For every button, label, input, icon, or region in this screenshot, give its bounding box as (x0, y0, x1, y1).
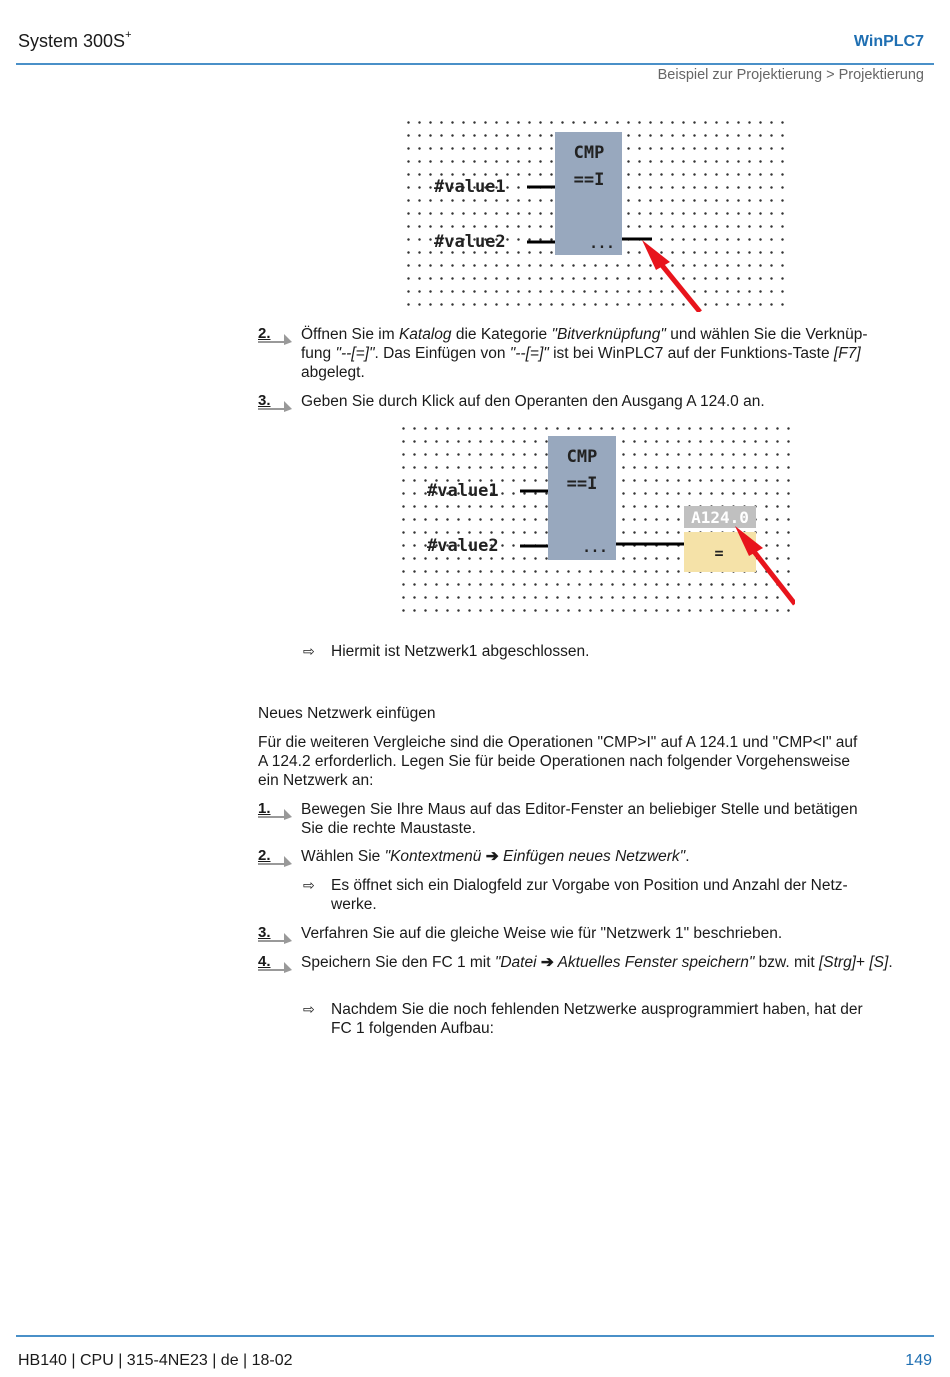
red-arrow-1 (642, 240, 700, 312)
result-line: FC 1 folgenden Aufbau: (331, 1020, 494, 1037)
step-number: 3. (258, 392, 271, 409)
step-arrow-icon (258, 332, 292, 346)
input2-label: #value2 (434, 232, 506, 252)
result-line: werke. (331, 896, 377, 913)
step-line: Bewegen Sie Ihre Maus auf das Editor-Fenster an beliebiger Stelle und betätigen (301, 801, 858, 818)
step-number: 1. (258, 800, 271, 817)
page-number: 149 (905, 1352, 932, 1369)
cmp-block-type: CMP (566, 447, 598, 467)
result-arrow-icon: ⇨ (303, 643, 315, 659)
step-line: Sie die rechte Maustaste. (301, 820, 476, 837)
editor-screenshot-2 (395, 418, 795, 620)
input1-label: #value1 (427, 481, 499, 501)
result-line: Es öffnet sich ein Dialogfeld zur Vorgabe von Position und Anzahl der Netz- (331, 877, 848, 894)
cmp-block-op: ==I (573, 170, 605, 190)
result-arrow-icon: ⇨ (303, 877, 315, 893)
step-number: 3. (258, 924, 271, 941)
header-rule (16, 63, 934, 65)
step-2-text (301, 325, 931, 382)
breadcrumb: Beispiel zur Projektierung > Projektierung (657, 67, 924, 83)
cmp-block-op: ==I (566, 474, 598, 494)
intro-line: ein Netzwerk an: (258, 772, 374, 789)
step-b1-text (301, 800, 931, 838)
editor-screenshot-1 (400, 112, 790, 312)
menu-arrow-icon: ➔ (540, 954, 554, 971)
section-heading: Neues Netzwerk einfügen (258, 705, 436, 722)
cmp-block-type: CMP (573, 143, 605, 163)
step-b4-result (331, 1000, 931, 1038)
step-arrow-icon (258, 960, 292, 974)
operand-label: A124.0 (691, 508, 749, 527)
result-arrow-icon: ⇨ (303, 1001, 315, 1017)
step-2-line-1: Öffnen Sie im Katalog die Kategorie "Bitverknüpfung" und wählen Sie die Verknüp- (301, 326, 868, 343)
step-arrow-icon (258, 399, 292, 413)
step-number: 2. (258, 847, 271, 864)
step-number: 2. (258, 325, 271, 342)
intro-line: Für die weiteren Vergleiche sind die Operationen "CMP>I" auf A 124.1 und "CMP<I" auf (258, 734, 858, 751)
cmp-ellipsis: ... (582, 540, 608, 556)
network-diagram-1 (400, 112, 790, 312)
step-b3-text: Verfahren Sie auf die gleiche Weise wie für "Netzwerk 1" beschrieben. (301, 925, 783, 942)
coil-symbol: = (714, 544, 724, 562)
step-3-text: Geben Sie durch Klick auf den Operanten den Ausgang A 124.0 an. (301, 393, 765, 410)
step-arrow-icon (258, 807, 292, 821)
result-line: Nachdem Sie die noch fehlenden Netzwerke ausprogrammiert haben, hat der (331, 1001, 863, 1018)
network-diagram-2 (395, 418, 795, 620)
step-2-line-3: abgelegt. (301, 364, 365, 381)
footer-document-id: HB140 | CPU | 315-4NE23 | de | 18-02 (18, 1352, 293, 1369)
step-2-line-2: fung "--[=]". Das Einfügen von "--[=]" ist bei WinPLC7 auf der Funktions-Taste [F7] (301, 345, 861, 362)
step-b2-result (331, 876, 931, 914)
step-b4-text: Speichern Sie den FC 1 mit "Datei ➔ Aktuelles Fenster speichern" bzw. mit [Strg]+ [S]. (301, 954, 893, 971)
document-title: System 300S+ (18, 29, 132, 51)
footer-rule (16, 1335, 934, 1337)
step-arrow-icon (258, 931, 292, 945)
step-number: 4. (258, 953, 271, 970)
section-intro (258, 733, 938, 790)
step-arrow-icon (258, 854, 292, 868)
step-b2-text: Wählen Sie "Kontextmenü ➔ Einfügen neues Netzwerk". (301, 848, 690, 865)
product-name: WinPLC7 (853, 33, 924, 50)
input2-label: #value2 (427, 536, 499, 556)
intro-line: A 124.2 erforderlich. Legen Sie für beide Operationen nach folgender Vorgehensweise (258, 753, 850, 770)
cmp-ellipsis: ... (589, 236, 615, 252)
menu-arrow-icon: ➔ (485, 848, 499, 865)
input1-label: #value1 (434, 177, 506, 197)
result-text: Hiermit ist Netzwerk1 abgeschlossen. (331, 643, 590, 660)
title-superscript: + (125, 29, 132, 41)
